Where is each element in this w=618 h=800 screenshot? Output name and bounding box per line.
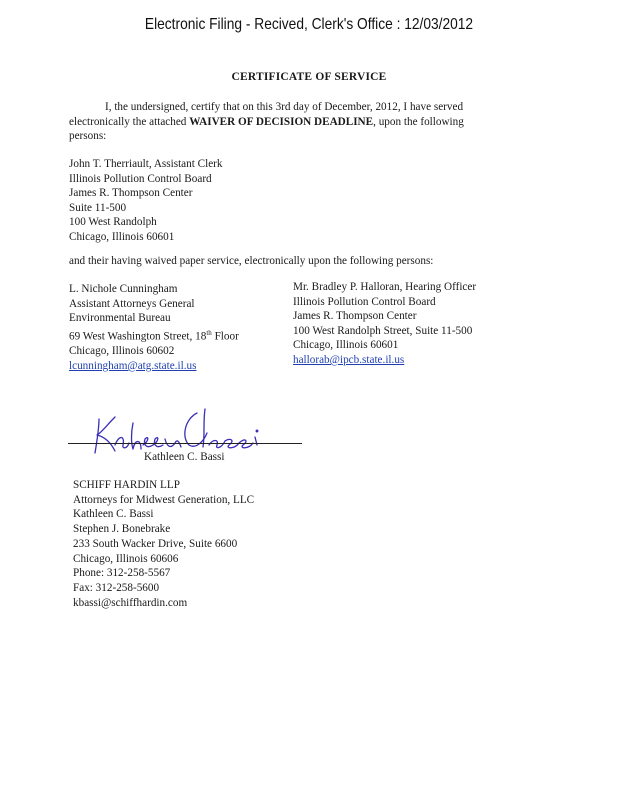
address-line: 100 West Randolph Street, Suite 11-500 [293, 324, 473, 337]
address-line: James R. Thompson Center [293, 310, 417, 323]
recipient-clerk-address [69, 157, 223, 245]
address-line: Suite 11-500 [69, 201, 127, 214]
email-link-cunningham[interactable]: lcunningham@atg.state.il.us [69, 359, 197, 372]
address-line: Mr. Bradley P. Halloran, Hearing Officer [293, 281, 477, 293]
street-floor: Floor [211, 330, 239, 343]
address-line: James R. Thompson Center [69, 187, 193, 200]
waiver-sentence: and their having waived paper service, electronically upon the following persons: [69, 255, 434, 267]
address-line: Chicago, Illinois 60601 [293, 339, 399, 352]
certification-line-2 [69, 115, 529, 130]
document-title: CERTIFICATE OF SERVICE [231, 71, 387, 83]
firm-line: Chicago, Illinois 60606 [73, 552, 179, 565]
firm-email: kbassi@schiffhardin.com [73, 596, 188, 609]
certification-line-3: persons: [69, 130, 107, 142]
firm-line: 233 South Wacker Drive, Suite 6600 [73, 537, 238, 550]
filing-stamp: Electronic Filing - Recived, Clerk's Office : 12/03/2012 [144, 16, 474, 33]
address-line: L. Nichole Cunningham [69, 283, 178, 295]
address-line-street [69, 326, 239, 344]
address-line: Environmental Bureau [69, 312, 171, 325]
firm-line: Attorneys for Midwest Generation, LLC [73, 493, 255, 506]
street-ordinal: th [206, 328, 212, 337]
firm-signature-block [73, 478, 254, 610]
firm-line: Kathleen C. Bassi [73, 508, 154, 521]
certification-line-1: I, the undersigned, certify that on this 3rd day of December, 2012, I have served [105, 101, 464, 113]
certification-line-2-pre: electronically the attached [69, 115, 190, 128]
street-text: 69 West Washington Street, 18 [69, 330, 207, 343]
email-link-halloran[interactable]: hallorab@ipcb.state.il.us [293, 353, 405, 366]
address-line: John T. Therriault, Assistant Clerk [69, 158, 223, 170]
firm-fax: Fax: 312-258-5600 [73, 581, 160, 594]
address-line: Illinois Pollution Control Board [293, 295, 436, 308]
certification-paragraph [69, 100, 529, 144]
signature-line [68, 443, 302, 444]
recipient-hearing-officer [293, 280, 476, 368]
firm-name: SCHIFF HARDIN LLP [73, 479, 180, 491]
signer-printed-name: Kathleen C. Bassi [144, 451, 225, 463]
address-line: 100 West Randolph [69, 216, 157, 229]
certification-line-2-post: , upon the following [373, 115, 464, 128]
address-line: Assistant Attorneys General [69, 297, 195, 310]
firm-line: Stephen J. Bonebrake [73, 523, 171, 536]
firm-phone: Phone: 312-258-5567 [73, 567, 171, 580]
recipient-attorney-general [69, 282, 239, 373]
address-line: Chicago, Illinois 60602 [69, 345, 175, 358]
served-document-title: WAIVER OF DECISION DEADLINE [189, 115, 374, 128]
address-line: Illinois Pollution Control Board [69, 172, 212, 185]
address-line: Chicago, Illinois 60601 [69, 230, 175, 243]
